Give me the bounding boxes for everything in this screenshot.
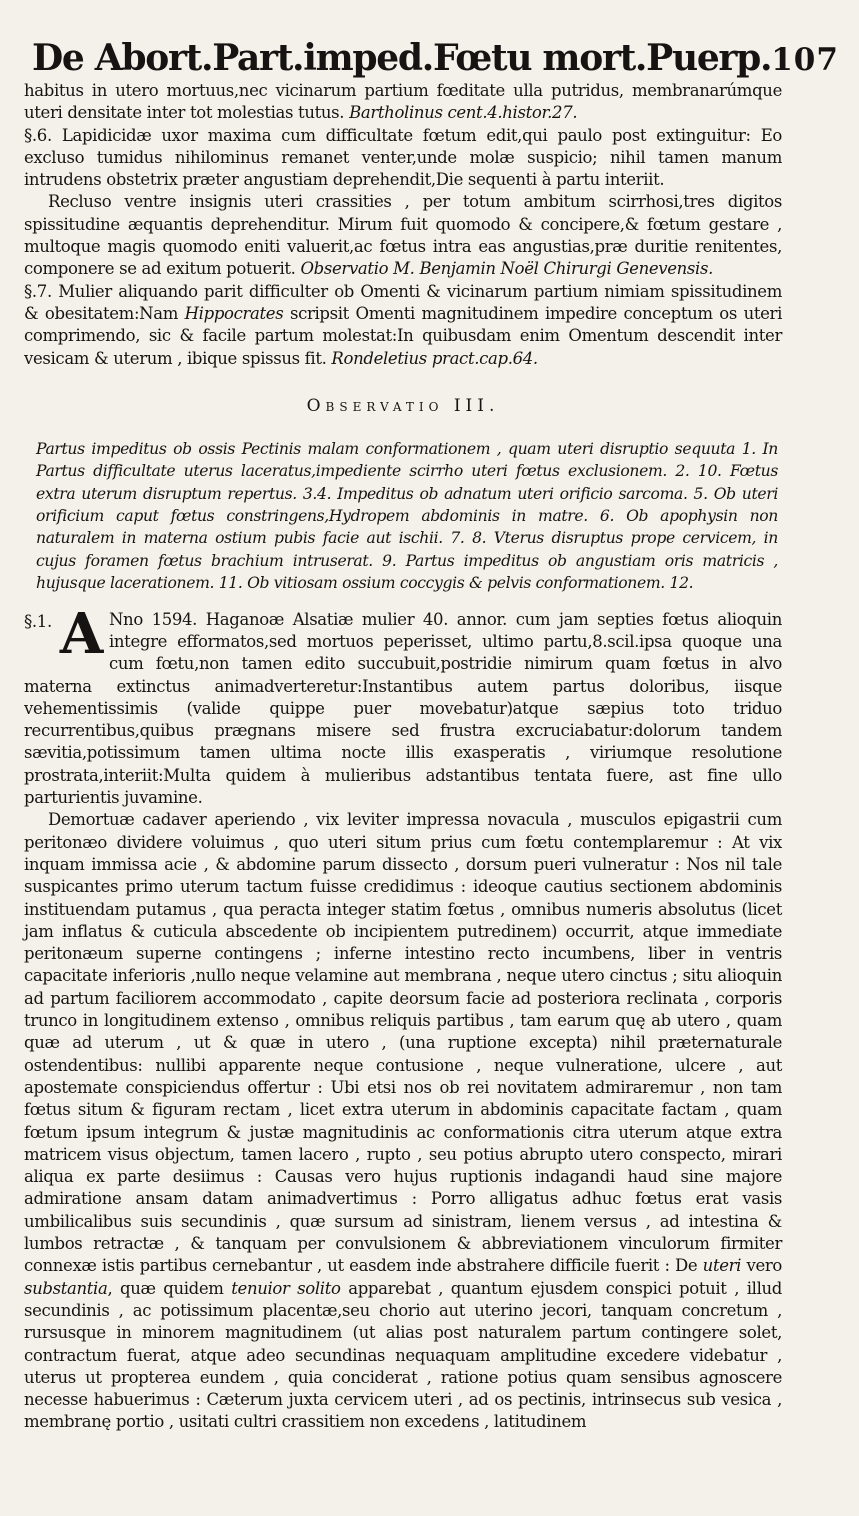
section-1-uteri: uteri [702,1256,742,1276]
section-1-text-c: , quæ quidem [107,1278,224,1298]
paragraph-section-7 [24,281,782,370]
section-1-text-b: vero [746,1256,782,1276]
paragraph-section-1 [24,600,782,810]
running-title: De Abort.Part.imped.Fœtu mort.Puerp. [32,37,772,79]
paragraph-section-6 [24,125,782,192]
page-number: 107 [771,42,839,78]
section-6-reference: Observatio M. Benjamin Noël Chirurgi Genevensis. [300,259,713,279]
running-head [32,37,839,79]
section-1-text-a: Demortuæ cadaver aperiendo , vix leviter impressa novacula , musculos epigastrii cum peritonæo dividere voluimus , quo uteri situm prius cum fœtu contemplaremur : At vix inquam immissa acie , & abdomine parum dissecto , dorsum pueri vulneratur : Nos nil tale suspicantes primo uterum tactum fuisse credidimus : ideoque cautius sectionem abdominis instituendam putamus , qua peracta integer statim fœtus , omnibus numeris absolutus (licet jam inflatus & cuticula abscedente ob incipientem putredinem) occurrit, atque immediate peritonæum superne contingens ; inferne intestino recto incumbens, liber in ventris capacitate inferioris ,nullo neque velamine aut membrana , neque utero cinctus ; situ alioquin ad partum faciliorem accommodato , capite deorsum facie ad posteriora reclinata , corporis trunco in longitudinem extenso , omnibus reliquis partibus , tam earum quę ab utero , quam quæ ad uterum , ut & quæ in utero , (una ruptione excepta) nihil præternaturale ostendentibus: nullibi apparente neque contusione , neque vulneratione, ulcere , aut apostemate conspiciendus offertur : Ubi etsi nos ob rei novitatem admiraremur , non tam fœtus situm & figuram rectam , licet extra uterum in abdominis capacitate factam , quam fœtum ipsum integrum & justæ magnitudinis ac conformationis citra uterum atque extra matricem visus objectum, tamen lacero , rupto , seu potius abrupto utero conspecto, mirari aliqua ex parte desiimus : Causas vero hujus ruptionis indagandi haud sine majore admiratione ansam datam animadvertimus : Porro alligatus adhuc fœtus erat vasis umbilicalibus suis secundinis , quæ sursum ad sinistram, lienem versus , ad intestina & lumbos retractæ , & tanquam per convulsionem & abbreviationem vinculorum firmiter connexæ istis partibus cernebantur , ut easdem inde abstrahere difficile fuerit : De [24,810,782,1276]
section-1-tenuior: tenuior solito [231,1278,341,1298]
section-7-text-b: scripsit Omenti magnitudinem impedire conceptum os uteri comprimendo, sic & facile partum molestat:In quibusdam enim Omentum descendit inter vesicam & uterum , ibique spissus fit. [24,303,782,368]
paragraph-section-1-continued [24,809,782,1433]
section-1-text: Nno 1594. Haganoæ Alsatiæ mulier 40. annor. cum jam septies fœtus alioquin integre efformatos,sed mortuos peperisset, ultimo partu,8.scil.ipsa quoque una cum fœtu,non tamen edito succubuit,postridie nimirum quam fœtus in alvo materna extinctus animadverteretur:Instantibus autem partus doloribus, iisque vehementissimis (valide quippe puer movebatur)atque sæpius toto triduo recurrentibus,quibus prægnans misere sed frustra excruciabatur:dolorum tandem sævitia,potissimum tamen ultima nocte illis exasperatis , viriumque resolutione prostrata,interiit:Multa quidem à mulieribus adstantibus tentata fuere, ast fine ullo parturientis juvamine. [24,609,782,808]
section-7-reference: Rondeletius pract.cap.64. [331,348,538,368]
section-1-label: §.1. [24,611,52,631]
section-6-text-continued: Recluso ventre insignis uteri crassities , per totum ambitum scirrhosi,tres digitos spissitudine æquantis deprehenditur. Mirum fuit quomodo & concipere,& fœtum gestare , multoque magis quomodo eniti valuerit,ac fœtus intra eas angustias,præ duritie renitentes, componere se ad exitum potuerit. [24,192,782,279]
paragraph-intro [24,80,782,125]
section-7-label: §.7. [24,281,52,301]
observation-summary: Partus impeditus ob ossis Pectinis malam conformationem , quam uteri disruptio sequuta 1. In Partus difficultate uterus laceratus,impediente scirrho uteri fœtus exclusionem. 2. 10. Fœtus extra uterum disruptum repertus. 3.4. Impeditus ob adnatum uteri orificio sarcoma. 5. Ob uteri orificium caput fœtus constringens,Hydropem abdominis in matre. 6. Ob apophysin non naturalem in materna ostium pubis facie aut ischii. 7. 8. Vterus disruptus prope cervicem, in cujus foramen fœtus brachium intruserat. 9. Partus impeditus ob angustiam oris matricis , hujusque lacerationem. 11. Ob vitiosam ossium coccygis & pelvis conformationem. 12. [36,439,778,593]
section-7-author: Hippocrates [184,303,284,323]
section-6-label: §.6. [24,125,52,145]
section-7-text-a: Mulier aliquando parit difficulter ob Omenti & vicinarum partium nimiam spissitudinem & obesitatem:Nam [24,281,782,323]
section-1-text-d: apparebat , quantum ejusdem conspici potuit , illud secundinis , ac potissimum placentæ,seu chorio aut uterino jecori, tanquam concretum , rursusque in minorem magnitudinem (ut alias post naturalem partum contingere solet, contractum fuerat, atque adeo secundinas nequaquam amplitudine excedere videbatur , uterus ut propterea eundem , quia conciderat , ratione potius quam sensibus agnoscere necesse habuerimus : Cæterum juxta cervicem uteri , ad os pectinis, intrinsecus sub vesica , membranę portio , usitati cultri crassitiem non excedens , latitudinem [24,1278,782,1432]
intro-reference: Bartholinus cent.4.histor.27. [349,103,578,123]
section-1-substantia: substantia [24,1278,108,1298]
observation-heading: Observatio III. [306,395,500,416]
intro-text: habitus in utero mortuus,nec vicinarum partium fœditate ulla putridus, membranarúmque uteri densitate inter tot molestias tutus. [24,81,782,123]
section-6-text: Lapidicidæ uxor maxima cum difficultate fœtum edit,qui paulo post extinguitur: Eo excluso tumidus nihilominus remanet venter,unde molæ suspicio; nihil tamen manum intrudens obstetrix præter angustiam deprehendit,Die sequenti à partu interiit. [24,125,782,190]
paragraph-section-6-continued [24,191,782,280]
dropcap-letter: A [59,600,103,667]
dropcap-block [24,600,103,667]
